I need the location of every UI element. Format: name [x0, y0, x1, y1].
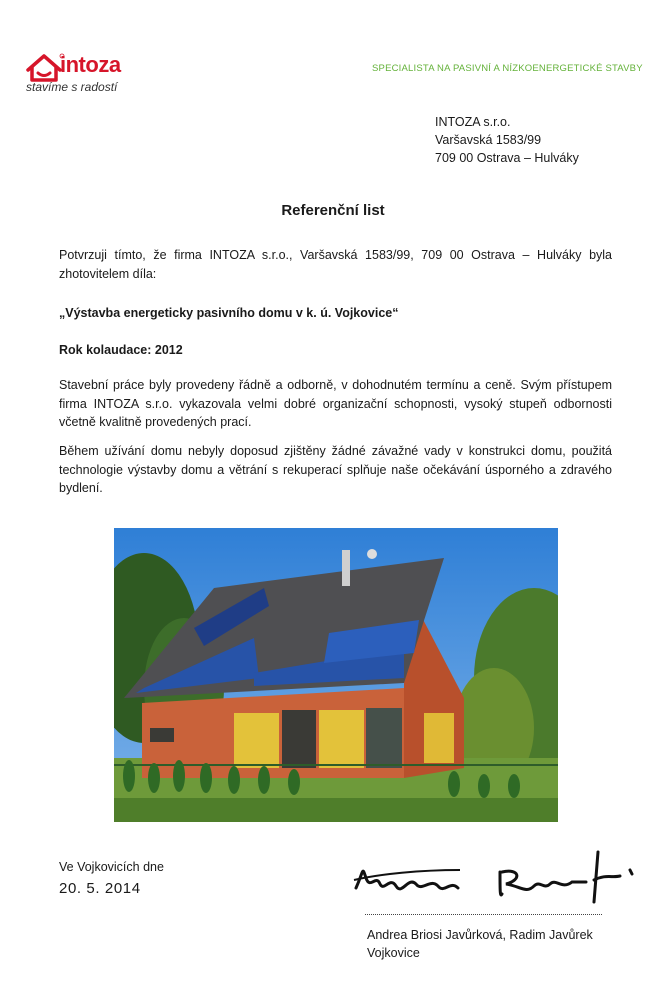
signer-place: Vojkovice — [367, 946, 420, 960]
document-title: Referenční list — [281, 202, 385, 219]
project-name: „Výstavba energeticky pasivního domu v k. ú. Vojkovice“ — [59, 306, 399, 320]
logo-wordmark: intoza — [60, 52, 121, 77]
signer-names: Andrea Briosi Javůrková, Radim Javůrek — [367, 928, 593, 942]
address-line: INTOZA s.r.o. — [435, 115, 511, 129]
address-line: 709 00 Ostrava – Hulváky — [435, 151, 579, 165]
usage-paragraph: Během užívání domu nebyly doposud zjištěny žádné závažné vady v konstrukci domu, použitá technologie výstavby domu a větrání s rekuperací splňuje naše očekávání úsporného a zdravého bydlení. — [59, 444, 612, 495]
signatures-image — [350, 840, 650, 910]
intro-paragraph: Potvrzuji tímto, že firma INTOZA s.r.o., Varšavská 1583/99, 709 00 Ostrava – Hulváky byla zhotovitelem díla: — [59, 248, 612, 281]
logo-motto: stavíme s radostí — [26, 80, 118, 94]
place-date-label: Ve Vojkovicích dne — [59, 860, 164, 874]
signing-date: 20. 5. 2014 — [59, 880, 141, 897]
approval-year: Rok kolaudace: 2012 — [59, 343, 183, 357]
house-photo — [114, 528, 558, 822]
work-quality-paragraph: Stavební práce byly provedeny řádně a odborně, v dohodnutém termínu a ceně. Svým přístupem firma INTOZA s.r.o. vykazovala velmi dobré organizační schopnosti, vysoký stupeň odbornosti včetně kvalitně provedených prací. — [59, 378, 612, 429]
signature-line — [365, 914, 602, 915]
header-tagline: SPECIALISTA NA PASIVNÍ A NÍZKOENERGETICKÉ STAVBY — [372, 63, 643, 74]
recipient-address — [435, 113, 579, 167]
address-line: Varšavská 1583/99 — [435, 133, 542, 147]
